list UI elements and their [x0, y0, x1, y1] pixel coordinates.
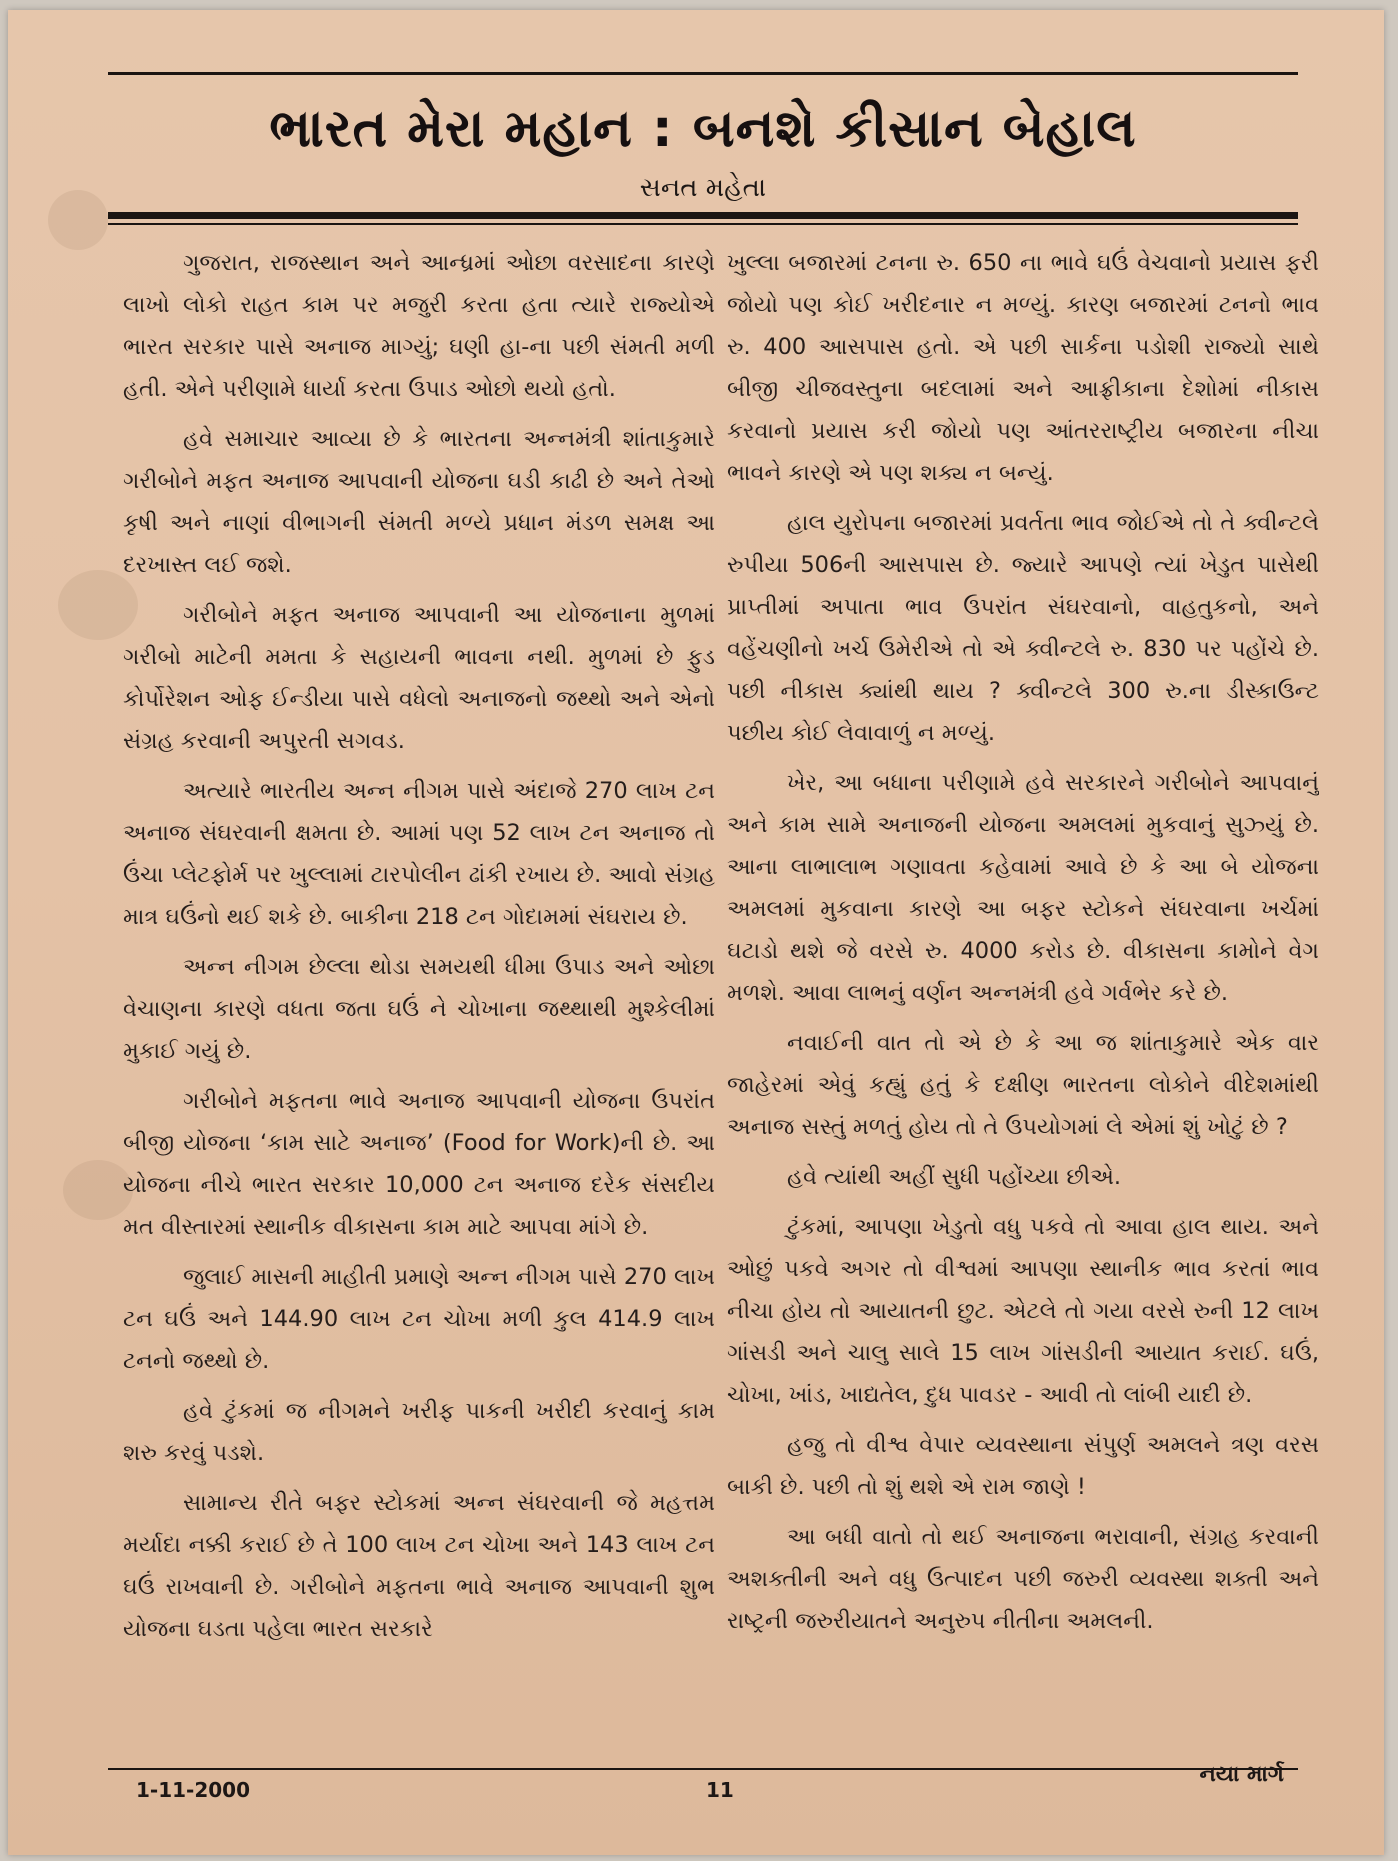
right-column [727, 242, 1319, 1760]
article-title: ભારત મેરા મહાન : બનશે કીસાન બેહાલ [269, 99, 1137, 159]
newspaper-page [8, 10, 1384, 1855]
paragraph: ગરીબોને મફત અનાજ આપવાની આ યોજનાના મુળમાં ગરીબો માટેની મમતા કે સહાયની ભાવના નથી. મુળમાં છે ફુડ કોર્પોરેશન ઓફ ઈન્ડીયા પાસે વધેલો અનાજનો જથ્થો અને એનો સંગ્રહ કરવાની અપુરતી સગવડ. [123, 602, 715, 754]
paragraph: સામાન્ય રીતે બફર સ્ટોકમાં અન્ન સંઘરવાની જે મહત્તમ મર્યાદા નક્કી કરાઈ છે તે 100 લાખ ટન ચોખા અને 143 લાખ ટન ઘઉં રાખવાની છે. ગરીબોને મફતના ભાવે અનાજ આપવાની શુભ યોજના ઘડતા પહેલા ભારત સરકારે [123, 1490, 715, 1642]
publication-name: નયા માર્ગ [1199, 1762, 1284, 1787]
footer-rule [108, 1768, 1298, 1770]
paper-stain [48, 190, 108, 250]
paragraph: અત્યારે ભારતીય અન્ન નીગમ પાસે અંદાજે 270 લાખ ટન અનાજ સંઘરવાની ક્ષમતા છે. આમાં પણ 52 લાખ ટન અનાજ તો ઉંચા પ્લેટફોર્મ પર ખુલ્લામાં ટારપોલીન ઢાંકી રખાય છે. આવો સંગ્રહ માત્ર ઘઉંનો થઈ શકે છે. બાકીના 218 ટન ગોદામમાં સંઘરાય છે. [123, 778, 715, 930]
article-author: સનત મહેતા [639, 173, 767, 203]
page-number: 11 [706, 1778, 734, 1802]
issue-date: 1-11-2000 [136, 1778, 251, 1802]
paragraph: અન્ન નીગમ છેલ્લા થોડા સમયથી ધીમા ઉપાડ અને ઓછા વેચાણના કારણે વધતા જતા ઘઉં ને ચોખાના જથ્થાથી મુશ્કેલીમાં મુકાઈ ગયું છે. [123, 954, 715, 1064]
left-column [123, 242, 715, 1760]
paragraph: ખેર, આ બધાના પરીણામે હવે સરકારને ગરીબોને આપવાનું અને કામ સામે અનાજની યોજના અમલમાં મુકવાનું સુઝ્યું છે. આના લાભાલાભ ગણાવતા કહેવામાં આવે છે કે આ બે યોજના અમલમાં મુકવાના કારણે આ બફર સ્ટોકને સંઘરવાના ખર્ચમાં ઘટાડો થશે જે વરસે રુ. 4000 કરોડ છે. વીકાસના કામોને વેગ મળશે. આવા લાભનું વર્ણન અન્નમંત્રી હવે ગર્વભેર કરે છે. [727, 770, 1319, 1006]
paragraph: ખુલ્લા બજારમાં ટનના રુ. 650 ના ભાવે ઘઉં વેચવાનો પ્રયાસ ફરી જોયો પણ કોઈ ખરીદનાર ન મળ્યું. કારણ બજારમાં ટનનો ભાવ રુ. 400 આસપાસ હતો. એ પછી સાર્કના પડોશી રાજ્યો સાથે બીજી ચીજવસ્તુના બદલામાં અને આફ્રીકાના દેશોમાં નીકાસ કરવાનો પ્રયાસ કરી જોયો પણ આંતરરાષ્ટ્રીય બજારના નીચા ભાવને કારણે એ પણ શક્ય ન બન્યું. [727, 250, 1319, 486]
header-rule-thin [108, 223, 1298, 225]
paragraph: હાલ યુરોપના બજારમાં પ્રવર્તતા ભાવ જોઈએ તો તે ક્વીન્ટલે રુપીયા 506ની આસપાસ છે. જ્યારે આપણે ત્યાં ખેડુત પાસેથી પ્રાપ્તીમાં અપાતા ભાવ ઉપરાંત સંઘરવાનો, વાહતુકનો, અને વહેંચણીનો ખર્ચ ઉમેરીએ તો એ ક્વીન્ટલે રુ. 830 પર પહોંચે છે. પછી નીકાસ ક્યાંથી થાય ? ક્વીન્ટલે 300 રુ.ના ડીસ્કાઉન્ટ પછીય કોઈ લેવાવાળું ન મળ્યું. [727, 510, 1319, 746]
paragraph: આ બધી વાતો તો થઈ અનાજના ભરાવાની, સંગ્રહ કરવાની અશક્તીની અને વધુ ઉત્પાદન પછી જરુરી વ્યવસ્થા શક્તી અને રાષ્ટ્રની જરુરીયાતને અનુરુપ નીતીના અમલની. [727, 1524, 1319, 1634]
paragraph: હવે સમાચાર આવ્યા છે કે ભારતના અન્નમંત્રી શાંતાકુમારે ગરીબોને મફત અનાજ આપવાની યોજના ઘડી કાઢી છે અને તેઓ કૃષી અને નાણાં વીભાગની સંમતી મળ્યે પ્રધાન મંડળ સમક્ષ આ દરખાસ્ત લઈ જશે. [123, 426, 715, 578]
paragraph: હજુ તો વીશ્વ વેપાર વ્યવસ્થાના સંપુર્ણ અમલને ત્રણ વરસ બાકી છે. પછી તો શું થશે એ રામ જાણે ! [727, 1432, 1319, 1500]
paragraph: જુલાઈ માસની માહીતી પ્રમાણે અન્ન નીગમ પાસે 270 લાખ ટન ઘઉં અને 144.90 લાખ ટન ચોખા મળી કુલ 414.9 લાખ ટનનો જથ્થો છે. [123, 1264, 715, 1374]
header-rule-thick [108, 212, 1298, 219]
paragraph: નવાઈની વાત તો એ છે કે આ જ શાંતાકુમારે એક વાર જાહેરમાં એવું કહ્યું હતું કે દક્ષીણ ભારતના લોકોને વીદેશમાંથી અનાજ સસ્તું મળતું હોય તો તે ઉપયોગમાં લે એમાં શું ખોટું છે ? [727, 1030, 1319, 1140]
paragraph: હવે ત્યાંથી અહીં સુધી પહોંચ્યા છીએ. [787, 1164, 1122, 1190]
paragraph: ટુંકમાં, આપણા ખેડુતો વધુ પકવે તો આવા હાલ થાય. અને ઓછું પકવે અગર તો વીશ્વમાં આપણા સ્થાનીક ભાવ કરતાં ભાવ નીચા હોય તો આયાતની છુટ. એટલે તો ગયા વરસે રુની 12 લાખ ગાંસડી અને ચાલુ સાલે 15 લાખ ગાંસડીની આયાત કરાઈ. ઘઉં, ચોખા, ખાંડ, ખાદ્યતેલ, દુધ પાવડર - આવી તો લાંબી યાદી છે. [727, 1214, 1319, 1408]
top-rule [108, 72, 1298, 75]
paragraph: ગુજરાત, રાજસ્થાન અને આન્ધ્રમાં ઓછા વરસાદના કારણે લાખો લોકો રાહત કામ પર મજુરી કરતા હતા ત્યારે રાજ્યોએ ભારત સરકાર પાસે અનાજ માગ્યું; ઘણી હા-ના પછી સંમતી મળી હતી. એને પરીણામે ધાર્યા કરતા ઉપાડ ઓછો થયો હતો. [123, 250, 715, 402]
paragraph: હવે ટુંકમાં જ નીગમને ખરીફ પાકની ખરીદી કરવાનું કામ શરુ કરવું પડશે. [123, 1398, 715, 1466]
paragraph: ગરીબોને મફતના ભાવે અનાજ આપવાની યોજના ઉપરાંત બીજી યોજના ‘કામ સાટે અનાજ’ (Food for Work)ની છે. આ યોજના નીચે ભારત સરકાર 10,000 ટન અનાજ દરેક સંસદીય મત વીસ્તારમાં સ્થાનીક વીકાસના કામ માટે આપવા માંગે છે. [123, 1088, 715, 1240]
